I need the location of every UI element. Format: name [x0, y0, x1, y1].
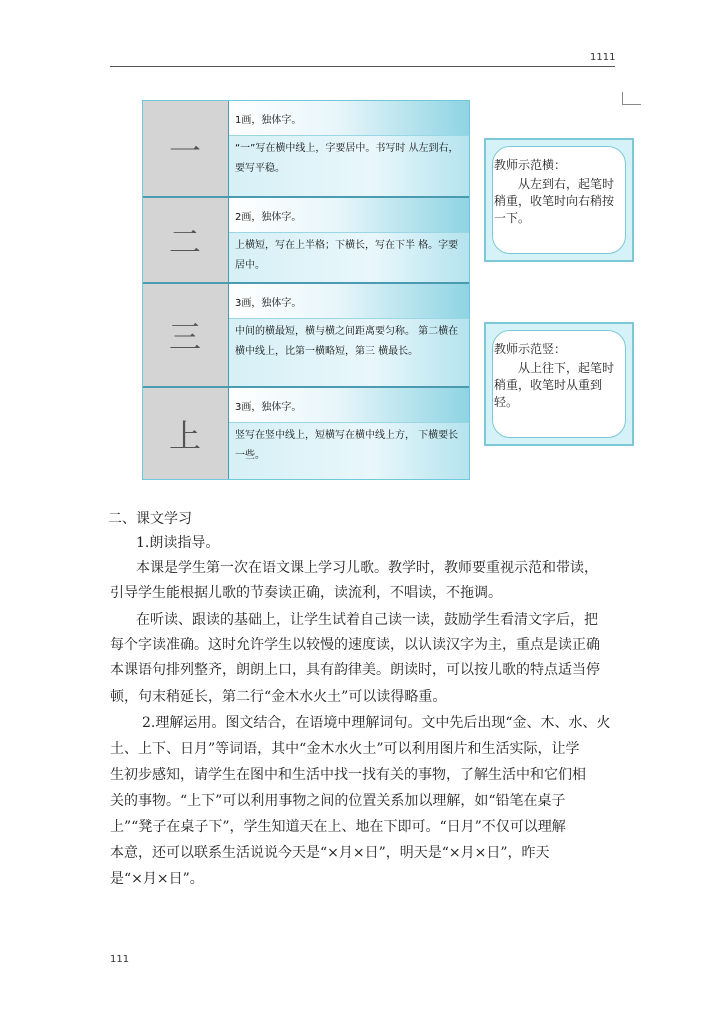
corner-crop-mark [622, 92, 641, 105]
paragraph-line: 每个字读准确。这时允许学生以较慢的速度读，以认读汉字为主，重点是读正确 [110, 637, 600, 653]
tip-title: 教师示范竖： [494, 342, 567, 356]
paragraph-line: 本课是学生第一次在语文课上学习儿歌。教学时，教师要重视示范和带读， [136, 560, 598, 576]
writing-note: 竖写在竖中线上，短横写在横中线上方， 下横要长一些。 [235, 430, 459, 461]
table-row [143, 198, 469, 282]
header-page-number: 1111 [590, 52, 616, 63]
stroke-count: 3画，独体字。 [235, 402, 302, 413]
writing-note: 上横短，写在上半格；下横长，写在下半 格。字要居中。 [235, 240, 459, 271]
stroke-count: 2画，独体字。 [235, 212, 302, 223]
table-row [143, 101, 469, 196]
char-glyph: 一 [168, 131, 201, 170]
teacher-tip-horizontal [484, 138, 634, 262]
char-cell [143, 198, 229, 282]
tip-text: 从上往下，起笔时稍重，收笔时从重到轻。 [494, 361, 615, 409]
char-cell [143, 388, 229, 479]
section-title: 二、课文学习 [108, 511, 192, 527]
paragraph-line: 生初步感知，请学生在图中和生活中找一找有关的事物，了解生活中和它们相 [110, 767, 586, 783]
footer-page-number: 111 [110, 954, 130, 965]
char-cell [143, 284, 229, 386]
paragraph-line: 本课语句排列整齐，朗朗上口，具有韵律美。朗读时，可以按儿歌的特点适当停 [110, 662, 600, 678]
subheading: 1.朗读指导。 [136, 535, 220, 551]
teacher-tip-vertical [484, 322, 634, 446]
paragraph-line: 在听读、跟读的基础上，让学生试着自己读一读，鼓励学生看清文字后，把 [136, 612, 598, 628]
paragraph-line: 引导学生能根据儿歌的节奏读正确，读流利，不唱读，不拖调。 [110, 585, 502, 601]
paragraph-line: 关的事物。“上下”可以利用事物之间的位置关系加以理解，如“铅笔在桌子 [110, 793, 566, 809]
paragraph-line: 2.理解运用。图文结合，在语境中理解词句。文中先后出现“金、木、水、火 [142, 715, 611, 731]
tip-title: 教师示范横： [494, 158, 567, 172]
tip-text: 从左到右，起笔时稍重，收笔时向右稍按一下。 [494, 177, 615, 225]
stroke-count: 3画，独体字。 [235, 298, 302, 309]
table-row [143, 284, 469, 386]
paragraph-line: 顿，句末稍延长，第二行“金木水火土”可以读得略重。 [110, 689, 447, 705]
stroke-table [142, 100, 470, 480]
char-cell [143, 101, 229, 196]
paragraph-line: 土、上下、日月”等词语，其中“金木水火土”可以利用图片和生活实际，让学 [110, 741, 580, 757]
paragraph-line: 上”“凳子在桌子下”，学生知道天在上、地在下即可。“日月”不仅可以理解 [110, 819, 566, 835]
writing-note: “一”写在横中线上，字要居中。书写时 从左到右，要写平稳。 [235, 143, 459, 174]
writing-note: 中间的横最短，横与横之间距离要匀称。 第二横在横中线上，比第一横略短，第三 横最长。 [235, 326, 459, 357]
stroke-count: 1画，独体字。 [235, 115, 302, 126]
paragraph-line: 本意，还可以联系生活说说今天是“×月×日”，明天是“×月×日”，昨天 [110, 845, 550, 861]
char-glyph: 三 [168, 318, 201, 356]
char-glyph: 上 [168, 416, 201, 455]
header-rule [110, 66, 615, 67]
char-glyph: 二 [168, 223, 201, 261]
table-row [143, 388, 469, 479]
paragraph-line: 是“×月×日”。 [110, 871, 204, 887]
